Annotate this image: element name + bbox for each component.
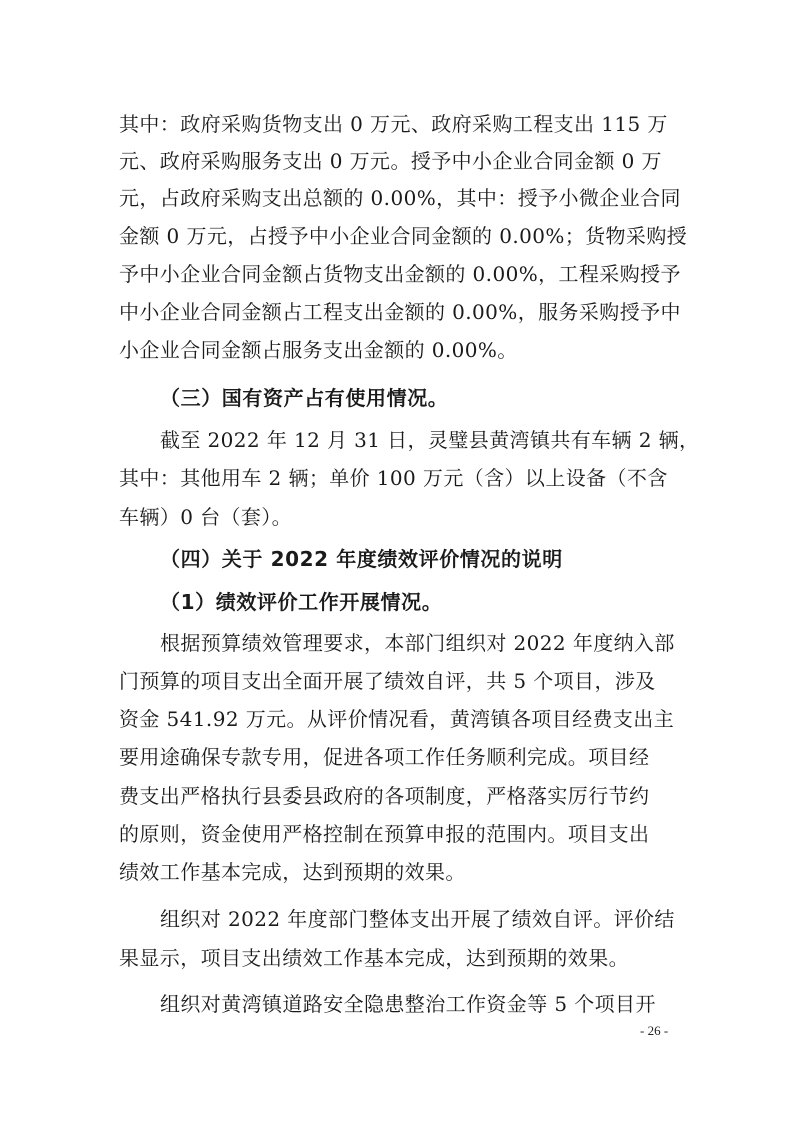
body-text-line: 绩效工作基本完成，达到预期的效果。 xyxy=(119,860,466,884)
body-text-line: 金额 0 万元，占授予中小企业合同金额的 0.00%；货物采购授 xyxy=(119,224,688,248)
subsection-heading: （1）绩效评价工作开展情况。 xyxy=(160,590,443,614)
section-heading: （四）关于 2022 年度绩效评价情况的说明 xyxy=(160,547,563,571)
body-text-line: 元、政府采购服务支出 0 万元。授予中小企业合同金额 0 万 xyxy=(119,149,662,173)
body-text-line: 车辆）0 台（套）。 xyxy=(119,505,293,529)
body-text-line: 其中：其他用车 2 辆；单价 100 万元（含）以上设备（不含 xyxy=(119,466,668,490)
page-number: - 26 - xyxy=(640,1023,669,1038)
body-text-line: 要用途确保专款专用，促进各项工作任务顺利完成。项目经 xyxy=(119,745,650,769)
body-text-line: 截至 2022 年 12 月 31 日，灵璧县黄湾镇共有车辆 2 辆， xyxy=(160,428,700,452)
body-text-line: 中小企业合同金额占工程支出金额的 0.00%，服务采购授予中 xyxy=(119,300,681,324)
section-heading: （三）国有资产占有使用情况。 xyxy=(160,386,449,410)
body-text-line: 元，占政府采购支出总额的 0.00%，其中：授予小微企业合同 xyxy=(119,186,681,210)
body-text-line: 费支出严格执行县委县政府的各项制度，严格落实厉行节约 xyxy=(119,784,650,808)
body-text-line: 组织对黄湾镇道路安全隐患整治工作资金等 5 个项目开 xyxy=(160,992,656,1016)
body-text-line: 资金 541.92 万元。从评价情况看，黄湾镇各项目经费支出主 xyxy=(119,707,675,731)
body-text-line: 其中：政府采购货物支出 0 万元、政府采购工程支出 115 万 xyxy=(119,112,668,136)
body-text-line: 果显示，项目支出绩效工作基本完成，达到预期的效果。 xyxy=(119,946,629,970)
body-text-line: 的原则，资金使用严格控制在预算申报的范围内。项目支出 xyxy=(119,822,650,846)
body-text-line: 予中小企业合同金额占货物支出金额的 0.00%，工程采购授予 xyxy=(119,262,681,286)
body-text-line: 根据预算绩效管理要求，本部门组织对 2022 年度纳入部 xyxy=(160,631,675,655)
body-text-line: 小企业合同金额占服务支出金额的 0.00%。 xyxy=(119,338,518,362)
body-text-line: 门预算的项目支出全面开展了绩效自评，共 5 个项目，涉及 xyxy=(119,669,656,693)
body-text-line: 组织对 2022 年度部门整体支出开展了绩效自评。评价结 xyxy=(160,907,675,931)
